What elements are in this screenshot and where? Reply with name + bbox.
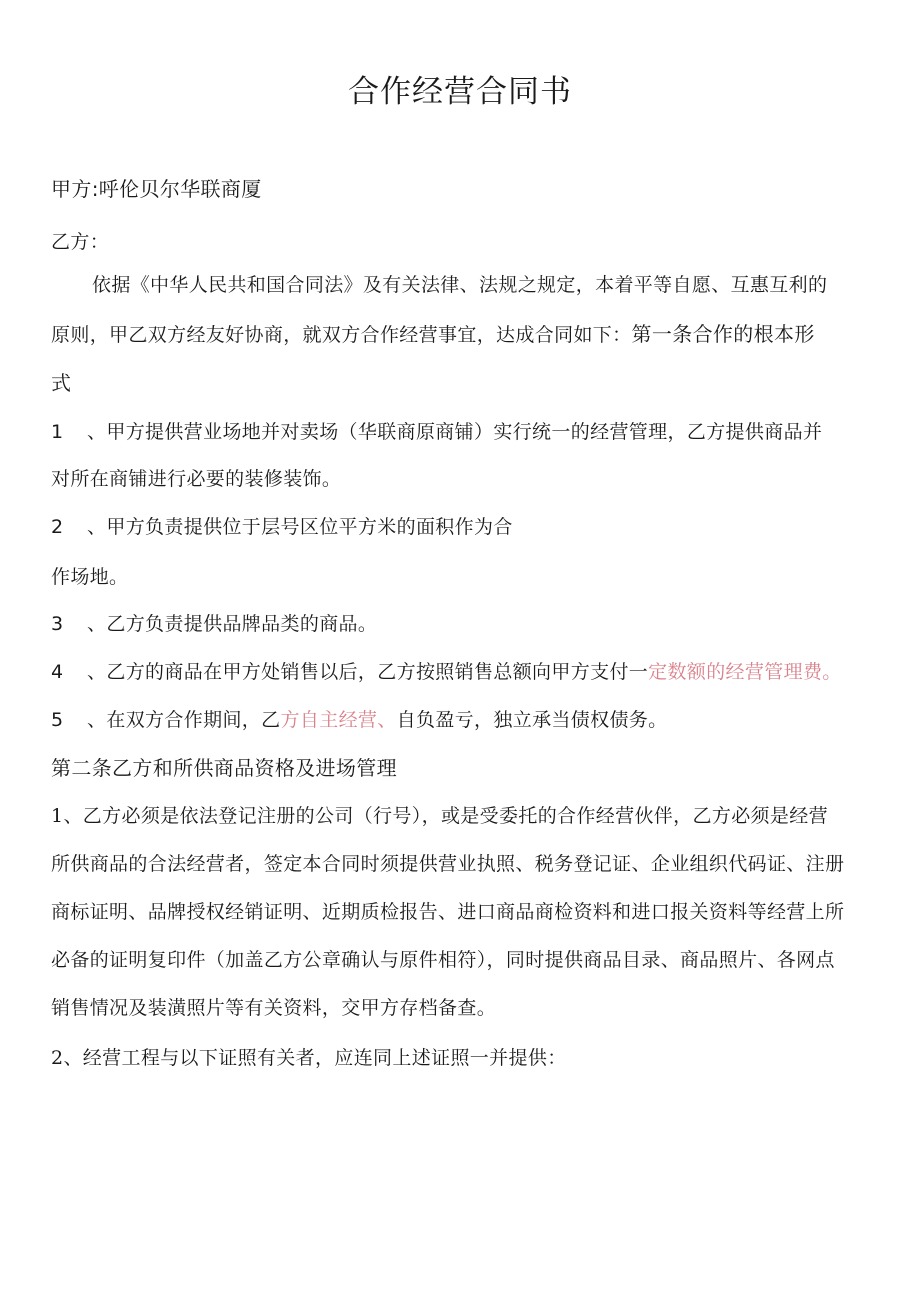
intro-text: 原则，甲乙双方经友好协商，就双方合作经营事宜，达成合同如下： <box>51 324 632 346</box>
article-1-item-2-line-1 <box>51 514 513 540</box>
article-2-item-1-line-2: 所供商品的合法经营者，签定本合同时须提供营业执照、税务登记证、企业组织代码证、注册 <box>51 853 845 875</box>
article-1-item-5 <box>51 707 668 733</box>
article-1-item-1-line-2: 对所在商铺进行必要的装修装饰。 <box>51 468 342 490</box>
article-1-item-3 <box>51 611 377 637</box>
item-number: 3 <box>51 613 64 635</box>
article-2-heading: 第二条乙方和所供商品资格及进场管理 <box>51 756 397 780</box>
item-text: 、乙方的商品在甲方处销售以后，乙方按照销售总额向甲方支付一 <box>87 661 649 683</box>
intro-paragraph-line-1: 依据《中华人民共和国合同法》及有关法律、法规之规定，本着平等自愿、互惠互利的 <box>92 274 828 296</box>
item-text: 、乙方负责提供品牌品类的商品。 <box>87 613 378 635</box>
item-highlighted-text: 方自主经营、 <box>280 709 397 731</box>
item-text: 、在双方合作期间，乙 <box>87 709 281 731</box>
article-2-item-1-line-4: 必备的证明复印件（加盖乙方公章确认与原件相符），同时提供商品目录、商品照片、各网点 <box>51 949 835 971</box>
item-text-continued: 自负盈亏，独立承当债权债务。 <box>396 709 668 731</box>
article-1-item-4 <box>51 659 842 685</box>
document-title: 合作经营合同书 <box>348 74 572 110</box>
article-2-item-2: 2、经营工程与以下证照有关者，应连同上述证照一并提供： <box>51 1047 567 1069</box>
item-number: 2 <box>51 516 64 538</box>
party-a-line: 甲方:呼伦贝尔华联商厦 <box>51 177 262 201</box>
item-highlighted-text: 定数额的经营管理费。 <box>648 661 842 683</box>
article-2-item-1-line-5: 销售情况及装潢照片等有关资料，交甲方存档备查。 <box>51 997 497 1019</box>
article-1-heading-continued: 式 <box>51 371 72 395</box>
item-number: 1 <box>51 421 64 443</box>
item-text: 、甲方负责提供位于层号区位平方米的面积作为合 <box>87 516 513 538</box>
item-number: 4 <box>51 661 64 683</box>
item-text: 、甲方提供营业场地并对卖场（华联商原商铺）实行统一的经营管理，乙方提供商品并 <box>87 421 823 443</box>
article-2-item-1-line-1: 1、乙方必须是依法登记注册的公司（行号），或是受委托的合作经营伙伴，乙方必须是经营 <box>51 805 828 827</box>
article-1-heading: 第一条合作的根本形 <box>631 322 815 346</box>
article-1-item-1-line-1 <box>51 419 822 445</box>
article-2-item-1-line-3: 商标证明、品牌授权经销证明、近期质检报告、进口商品商检资料和进口报关资料等经营上所 <box>51 901 845 923</box>
intro-paragraph-line-2 <box>51 321 815 348</box>
article-1-item-2-line-2: 作场地。 <box>51 566 129 588</box>
party-b-line: 乙方： <box>51 231 110 253</box>
item-number: 5 <box>51 709 64 731</box>
